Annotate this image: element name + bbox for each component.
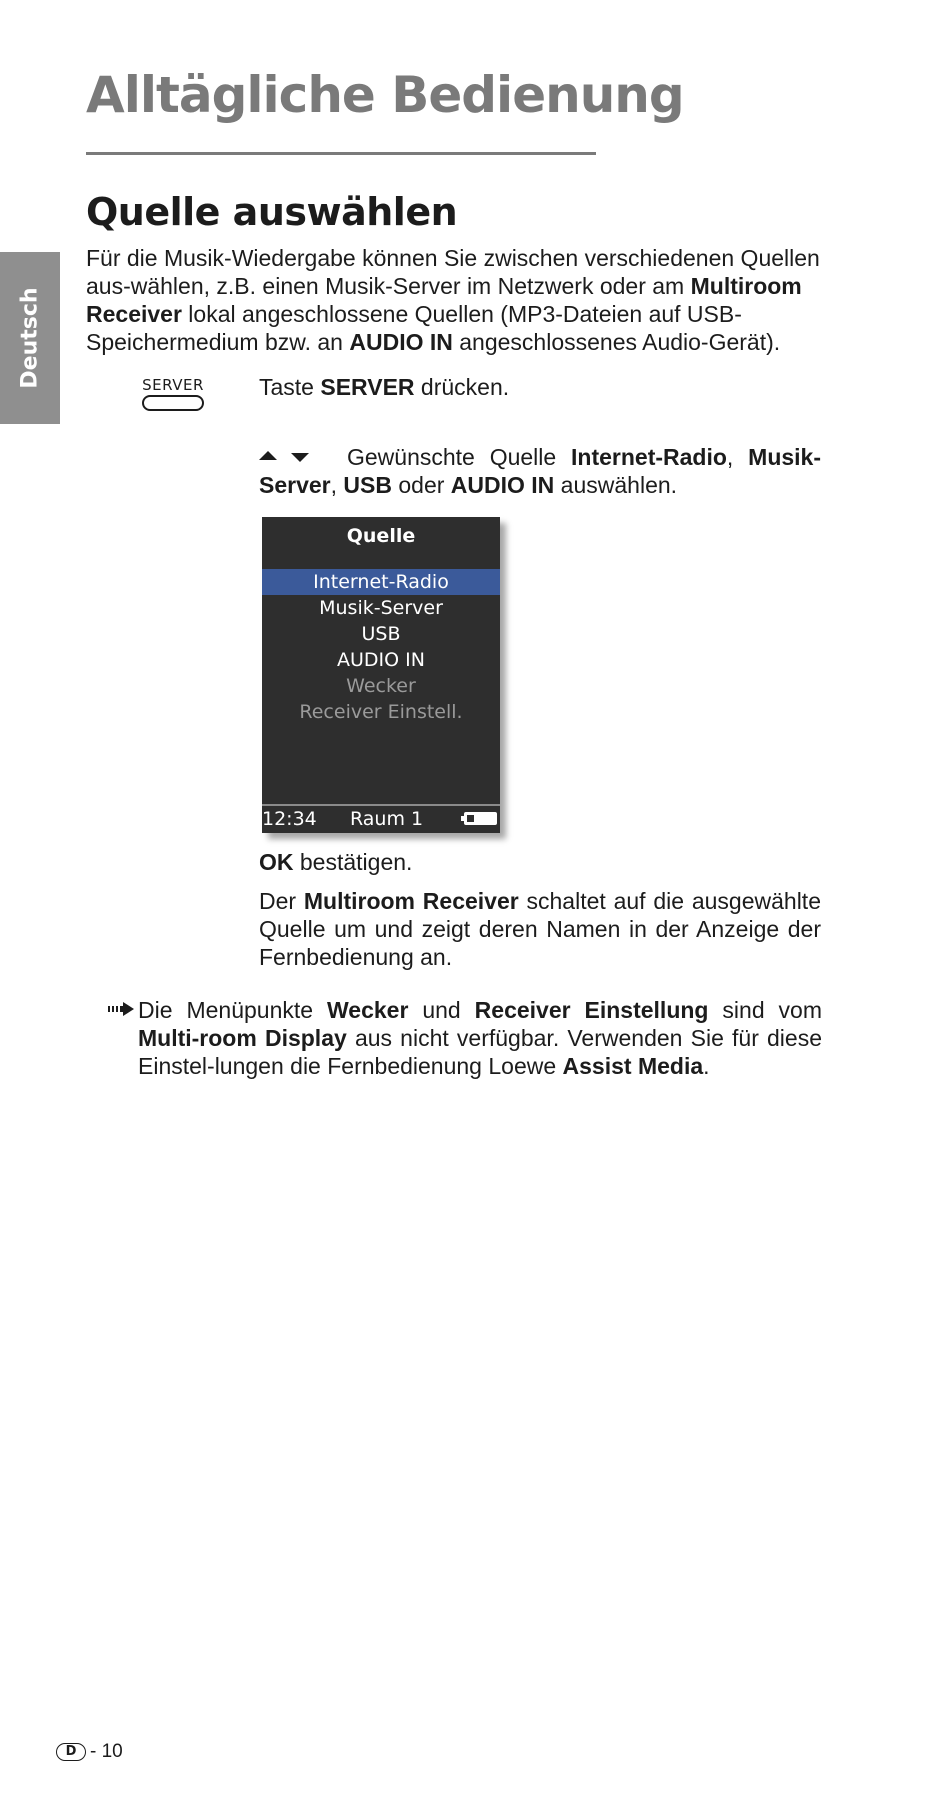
note-bold: Wecker	[326, 997, 409, 1023]
note-span: sind vom	[708, 997, 823, 1023]
intro-paragraph	[86, 244, 822, 356]
step-confirm-ok	[259, 848, 412, 876]
step-bold: AUDIO IN	[450, 472, 555, 498]
step-text: Gewünschte Quelle	[347, 444, 572, 470]
page-title: Alltägliche Bedienung	[86, 66, 684, 124]
display-status-bar	[262, 804, 500, 833]
step-bold: Internet-Radio	[571, 444, 727, 470]
intro-bold-audio-in: AUDIO IN	[349, 329, 453, 355]
menu-item-audio-in[interactable]: AUDIO IN	[337, 649, 425, 671]
language-tab	[0, 252, 60, 424]
section-heading: Quelle auswählen	[86, 190, 458, 234]
note-span: aus nicht verfügbar. Verwenden Sie für diese Einstel-lungen die Fernbedienung Loewe	[138, 1025, 822, 1079]
remote-display-screen	[262, 517, 500, 833]
server-key-button-shape	[142, 395, 204, 411]
step-press-server	[259, 373, 509, 401]
step-text: auswählen.	[554, 472, 678, 498]
intro-text: Für die Musik-Wiedergabe können Sie zwischen verschiedenen Quellen aus-wählen, z.B. einen Musik-Server im Netzwerk oder am	[86, 245, 820, 299]
note-bold: Assist Media	[562, 1053, 704, 1079]
title-divider	[86, 152, 596, 155]
step-text: ,	[330, 472, 344, 498]
server-key-label: SERVER	[142, 376, 204, 394]
step-text: Taste	[259, 374, 321, 400]
menu-item-usb[interactable]: USB	[361, 623, 401, 645]
note-text	[138, 996, 822, 1080]
status-room: Raum 1	[350, 808, 424, 830]
menu-item-receiver-einstell: Receiver Einstell.	[299, 701, 463, 723]
intro-text: lokal angeschlossene Quellen (MP3-Dateien auf USB-Speichermedium bzw. an	[86, 301, 742, 355]
intro-bold-receiver: Multiroom Receiver	[86, 273, 802, 327]
step-select-source	[259, 443, 821, 499]
source-menu	[262, 569, 500, 725]
note-span: Die Menüpunkte	[138, 997, 327, 1023]
language-tab-label: Deutsch	[17, 287, 43, 389]
step-bold: OK	[259, 849, 294, 875]
note-block	[108, 996, 822, 1080]
step-text: schaltet auf die ausgewählte Quelle um und zeigt deren Namen in der Anzeige der Fernbedienung an.	[259, 888, 821, 970]
page-footer	[56, 1741, 123, 1763]
battery-icon	[464, 812, 497, 825]
display-title: Quelle	[346, 525, 416, 547]
step-text: ,	[726, 444, 749, 470]
menu-item-musik-server[interactable]: Musik-Server	[319, 597, 443, 619]
intro-text: angeschlossenes Audio-Gerät).	[452, 329, 781, 355]
step-result	[259, 887, 821, 971]
battery-level	[467, 815, 474, 822]
menu-item-internet-radio[interactable]: Internet-Radio	[262, 569, 500, 595]
server-key-icon	[140, 376, 206, 411]
step-text: Der	[259, 888, 304, 914]
note-arrow-icon	[108, 1001, 136, 1017]
menu-item-wecker: Wecker	[346, 675, 416, 697]
arrow-down-icon	[291, 453, 309, 462]
step-text: oder	[391, 472, 451, 498]
battery-nub	[461, 816, 464, 821]
note-span: und	[408, 997, 475, 1023]
step-text: bestätigen.	[293, 849, 413, 875]
language-badge-icon: D	[56, 1743, 86, 1761]
step-bold: SERVER	[320, 374, 415, 400]
page-number: - 10	[90, 1741, 123, 1762]
step-bold: Musik-Server	[259, 444, 821, 498]
step-bold: USB	[343, 472, 392, 498]
step-bold: Multiroom Receiver	[303, 888, 519, 914]
step-text: drücken.	[414, 374, 510, 400]
note-bold: Receiver Einstellung	[474, 997, 709, 1023]
arrow-up-icon	[259, 451, 277, 460]
status-time: 12:34	[262, 808, 317, 830]
note-span: .	[703, 1053, 710, 1079]
note-bold: Multi-room Display	[138, 1025, 347, 1051]
